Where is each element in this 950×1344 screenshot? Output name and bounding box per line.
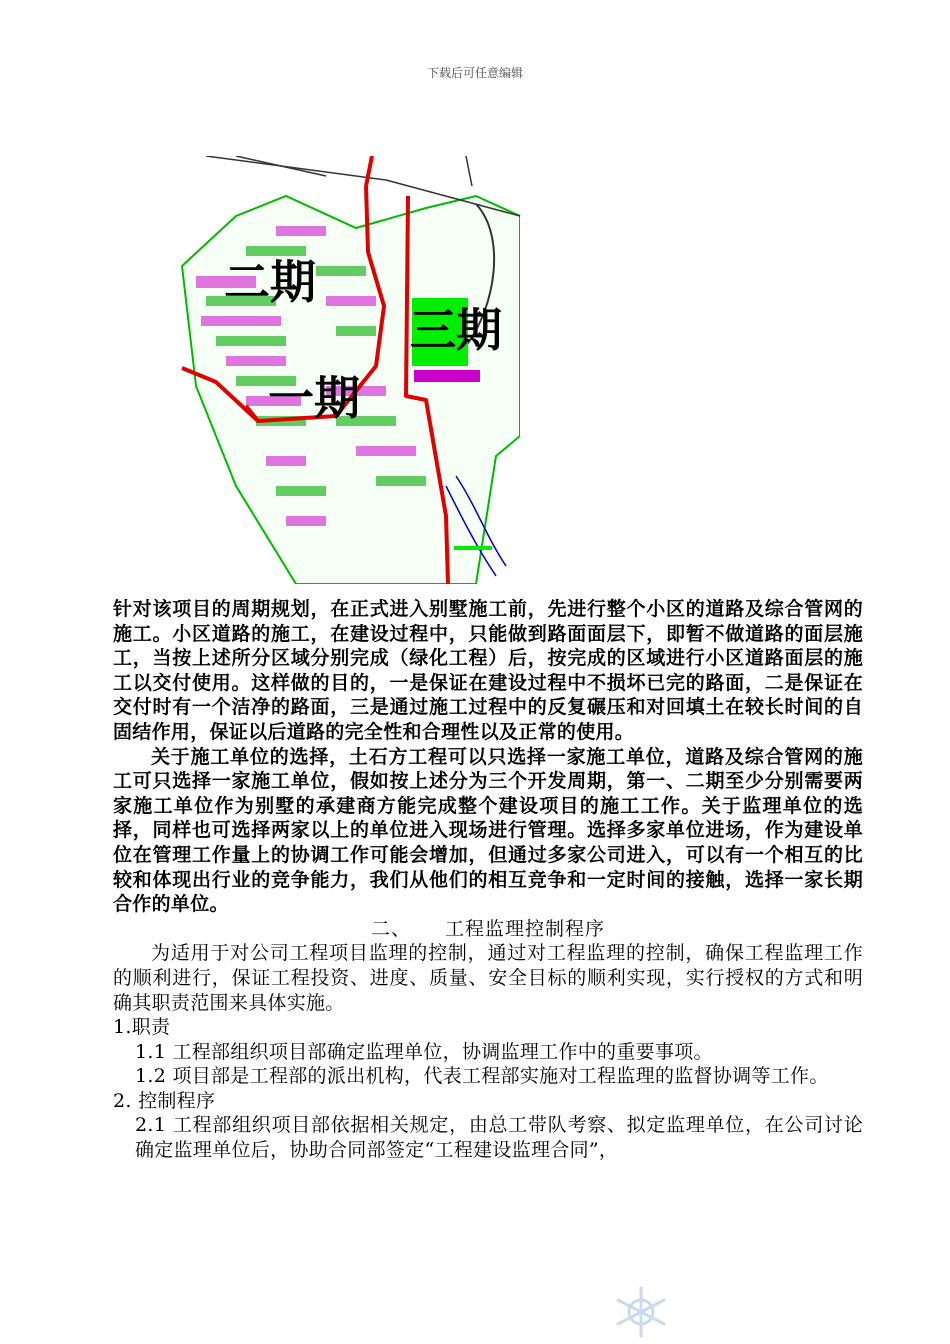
paragraph-contractor-selection: 关于施工单位的选择，土石方工程可以只选择一家施工单位，道路及综合管网的施工可只选择一家施工单位，假如按上述分为三个开发周期，第一、二期至少分别需要两家施工单位作为别墅的承建商方能完成整个建设项目的施工工作。关于监理单位的选择，同样也可选择两家以上的单位进入现场进行管理。选择多家单位进场，作为建设单位在管理工作量上的协调工作可能会增加，但通过多家公司进入，可以有一个相互的比较和体现出行业的竞争能力，我们从他们的相互竞争和一定时间的接触，选择一家长期合作的单位。: [113, 745, 863, 916]
site-plan-drawing: [176, 156, 520, 584]
list-heading-control-procedure: 2. 控制程序: [113, 1089, 216, 1112]
magenta-strip: [414, 370, 480, 382]
section-title: 工程监理控制程序: [445, 917, 606, 940]
paragraph-section-intro: 为适用于对公司工程项目监理的控制，通过对工程监理的控制，确保工程监理工作的顺利进行，保证工程投资、进度、质量、安全目标的顺利实现，实行授权的方式和明确其职责范围来具体实施。: [113, 942, 863, 1014]
list-item-2-1: 2.1 工程部组织项目部依据相关规定，由总工带队考察、拟定监理单位，在公司讨论确定监理单位后，协助合同部签定“工程建设监理合同”，: [135, 1114, 863, 1162]
page-header-note: 下载后可任意编辑: [426, 66, 523, 80]
site-plan-map: [176, 156, 520, 584]
map-label-phase-three: 三期: [410, 303, 502, 357]
list-heading-responsibilities: 1.职责: [113, 1016, 171, 1039]
section-heading: [113, 917, 863, 942]
section-number: 二、: [370, 917, 411, 940]
paragraph-phase-plan: 针对该项目的周期规划，在正式进入别墅施工前，先进行整个小区的道路及综合管网的施工。小区道路的施工，在建设过程中，只能做到路面面层下，即暂不做道路的面层施工，当按上述所分区域分别完成（绿化工程）后，按完成的区域进行小区道路面层的施工以交付使用。这样做的目的，一是保证在建设过程中不损坏已完的路面，二是保证在交付时有一个洁净的路面，三是通过施工过程中的反复碾压和对回填土在较长时间的自固结作用，保证以后道路的完全性和合理性以及正常的使用。: [113, 598, 863, 743]
list-item-1-2: 1.2 项目部是工程部的派出机构，代表工程部实施对工程监理的监督协调等工作。: [135, 1065, 829, 1088]
body-text: [113, 597, 863, 1163]
list-item-1-1: 1.1 工程部组织项目部确定监理单位，协调监理工作中的重要事项。: [135, 1040, 713, 1063]
map-label-phase-one: 一期: [268, 371, 360, 425]
snowflake-watermark-icon: [606, 1284, 676, 1340]
map-label-phase-two: 二期: [224, 255, 316, 309]
